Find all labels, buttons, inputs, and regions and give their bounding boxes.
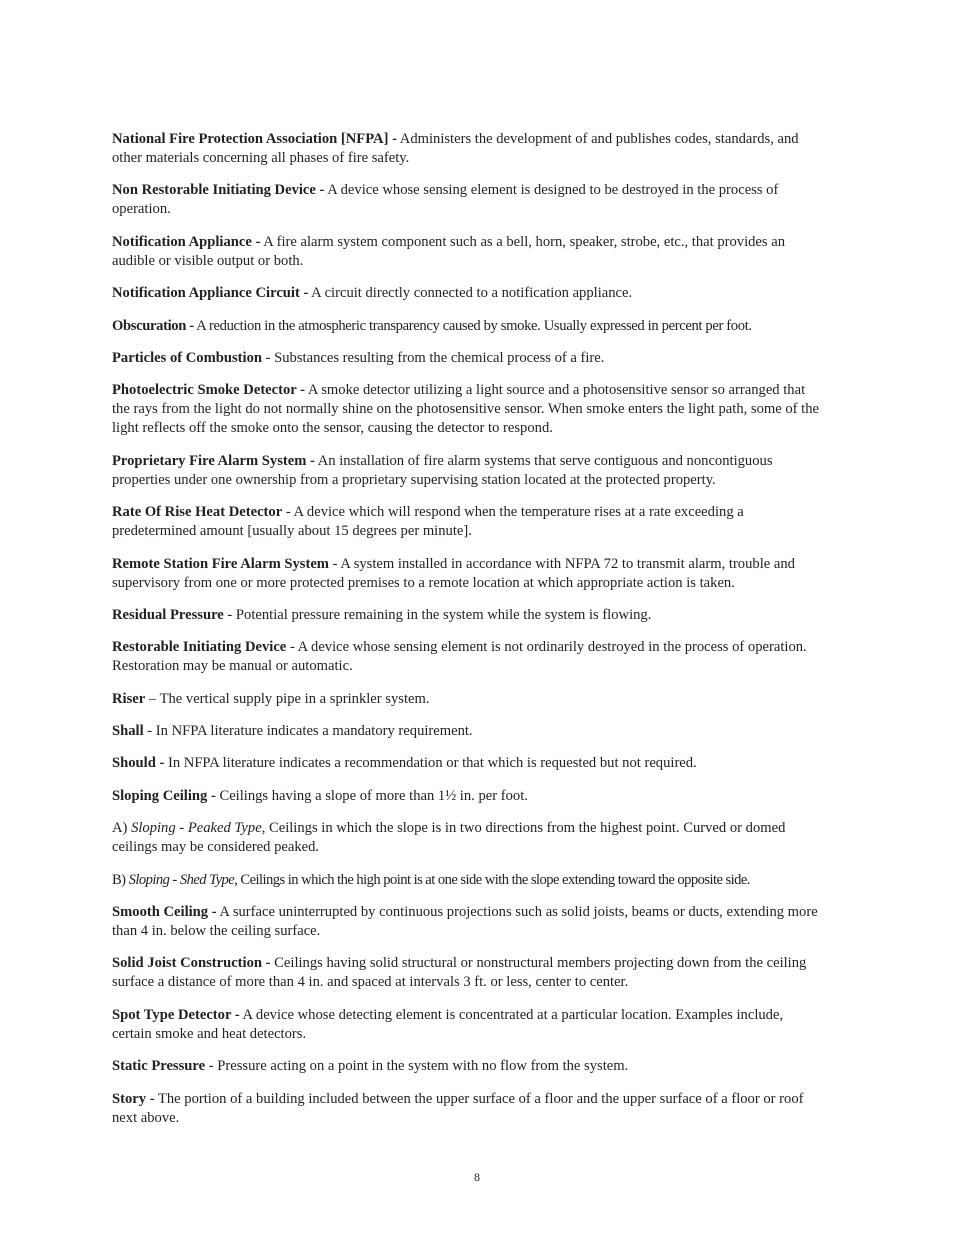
subentry-prefix: A) — [112, 820, 132, 837]
glossary-term: Solid Joist Construction - — [112, 955, 271, 972]
glossary-definition: , Ceilings in which the high point is at one side with the slope extending toward the opposite side. — [234, 871, 750, 888]
glossary-subentry-peaked-type — [112, 819, 822, 857]
glossary-term: National Fire Protection Association [NFPA] - — [112, 131, 397, 147]
glossary-entry-rate-of-rise-heat-detector — [112, 503, 822, 541]
glossary-definition: A device whose detecting element is concentrated at a particular location. Examples include, certain smoke and heat detectors. — [112, 1006, 784, 1042]
glossary-entry-spot-type-detector — [112, 1006, 822, 1044]
glossary-term: Photoelectric Smoke Detector - — [112, 382, 306, 399]
glossary-definition: A smoke detector utilizing a light source and a photosensitive sensor so arranged that the rays from the light do not normally shine on the photosensitive sensor. When smoke enters the light path, some of the light reflects off the smoke onto the sensor, causing the detector to respond. — [112, 382, 819, 437]
glossary-definition: Administers the development of and publishes codes, standards, and other materials concerning all phases of fire safety. — [112, 131, 799, 166]
subentry-prefix: B) — [112, 871, 129, 888]
glossary-entry-riser — [112, 690, 822, 709]
glossary-definition: The portion of a building included between the upper surface of a floor and the upper surface of a floor or roof next above. — [112, 1090, 804, 1126]
glossary-entry-static-pressure — [112, 1057, 822, 1076]
glossary-definition: - A system installed in accordance with NFPA 72 to transmit alarm, trouble and supervisory from one or more protected premises to a remote location at which appropriate action is taken. — [112, 555, 795, 591]
glossary-entry-particles-of-combustion — [112, 349, 822, 368]
glossary-term: Static Pressure — [112, 1058, 206, 1075]
glossary-definition: - Pressure acting on a point in the system with no flow from the system. — [205, 1058, 629, 1075]
glossary-entry-solid-joist-construction — [112, 954, 822, 992]
glossary-definition: Ceilings having a slope of more than 1½ in. per foot. — [215, 787, 528, 804]
glossary-entry-notification-appliance-circuit — [112, 284, 822, 303]
glossary-term: Sloping Ceiling - — [112, 787, 216, 804]
glossary-subentry-shed-type — [112, 871, 822, 890]
glossary-entry-sloping-ceiling — [112, 787, 822, 806]
glossary-entry-story — [112, 1090, 822, 1128]
glossary-definition: – The vertical supply pipe in a sprinkler system. — [145, 690, 430, 707]
glossary-term: Particles of Combustion — [112, 349, 262, 366]
glossary-list — [112, 130, 822, 1141]
glossary-term: Riser — [112, 690, 146, 707]
glossary-term: Notification Appliance - — [112, 233, 261, 250]
glossary-subterm: Sloping - Shed Type — [128, 871, 235, 888]
glossary-entry-nfpa — [112, 130, 822, 168]
glossary-entry-remote-station-fire-alarm-system — [112, 555, 822, 593]
glossary-term: Restorable Initiating Device — [112, 639, 287, 656]
glossary-entry-obscuration — [112, 317, 822, 336]
glossary-definition: , Ceilings in which the slope is in two directions from the highest point. Curved or domed ceilings may be considered peaked. — [112, 820, 786, 856]
glossary-term: Smooth Ceiling - — [112, 904, 217, 921]
glossary-entry-notification-appliance — [112, 233, 822, 271]
glossary-definition: An installation of fire alarm systems that serve contiguous and noncontiguous properties under one ownership from a proprietary supervising station located at the protected property. — [112, 452, 773, 488]
glossary-definition: - Potential pressure remaining in the system while the system is flowing. — [223, 606, 652, 623]
glossary-term: Residual Pressure — [112, 606, 224, 623]
page-number: 8 — [474, 1170, 480, 1184]
glossary-term: Spot Type Detector - — [112, 1006, 240, 1023]
glossary-term: Shall — [112, 723, 144, 740]
glossary-term: Non Restorable Initiating Device - — [112, 182, 325, 199]
glossary-term: Remote Station Fire Alarm System — [112, 555, 329, 572]
glossary-term: Story - — [112, 1090, 155, 1107]
glossary-definition: - In NFPA literature indicates a mandatory requirement. — [143, 723, 473, 740]
glossary-definition: - A device which will respond when the temperature rises at a rate exceeding a predetermined amount [usually about 15 degrees per minute]. — [112, 504, 744, 540]
glossary-entry-should — [112, 754, 822, 773]
glossary-definition: - A device whose sensing element is not ordinarily destroyed in the process of operation. Restoration may be manual or automatic. — [112, 639, 807, 675]
glossary-entry-residual-pressure — [112, 606, 822, 625]
glossary-entry-proprietary-fire-alarm-system — [112, 452, 822, 490]
glossary-entry-restorable-initiating-device — [112, 638, 822, 676]
glossary-entry-non-restorable-initiating-device — [112, 181, 822, 219]
glossary-entry-smooth-ceiling — [112, 903, 822, 941]
glossary-term: Should - — [112, 755, 165, 772]
glossary-term: Proprietary Fire Alarm System - — [112, 452, 315, 469]
glossary-definition: A device whose sensing element is designed to be destroyed in the process of operation. — [112, 182, 779, 218]
glossary-term: Notification Appliance Circuit - — [112, 285, 309, 302]
glossary-term: Obscuration - — [112, 317, 194, 334]
glossary-definition: A circuit directly connected to a notification appliance. — [308, 285, 633, 302]
glossary-term: Rate Of Rise Heat Detector — [112, 504, 283, 521]
glossary-definition: - Substances resulting from the chemical process of a fire. — [261, 349, 605, 366]
glossary-definition: A surface uninterrupted by continuous projections such as solid joists, beams or ducts, extending more than 4 in. below the ceiling surface. — [112, 904, 818, 940]
glossary-subterm: Sloping - Peaked Type — [131, 820, 262, 837]
glossary-entry-shall — [112, 722, 822, 741]
glossary-definition: In NFPA literature indicates a recommendation or that which is requested but not required. — [164, 755, 697, 772]
glossary-definition: A fire alarm system component such as a bell, horn, speaker, strobe, etc., that provides an audible or visible output or both. — [112, 233, 786, 269]
glossary-entry-photoelectric-smoke-detector — [112, 381, 822, 438]
glossary-definition: Ceilings having solid structural or nonstructural members projecting down from the ceiling surface a distance of more than 4 in. and spaced at intervals 3 ft. or less, center to center. — [112, 955, 807, 991]
glossary-definition: A reduction in the atmospheric transparency caused by smoke. Usually expressed in percent per foot. — [193, 317, 752, 334]
